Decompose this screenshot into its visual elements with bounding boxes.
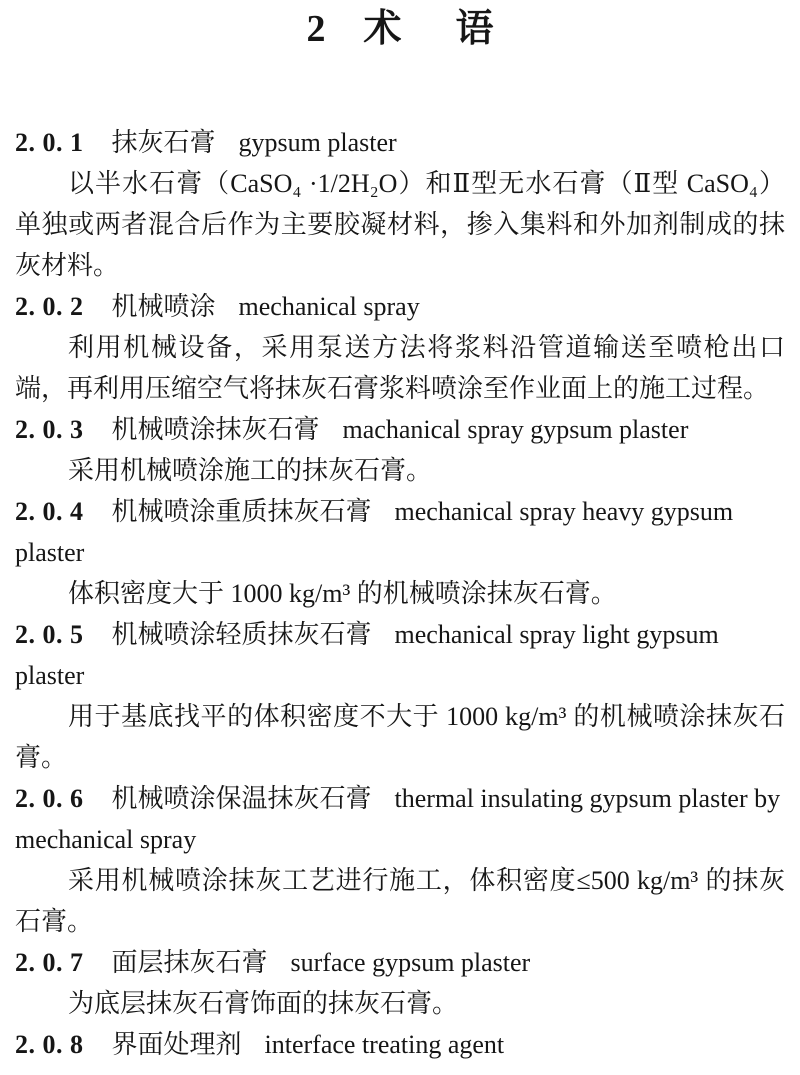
term-definition: 用于基底找平的体积密度不大于 1000 kg/m³ 的机械喷涂抹灰石膏。 — [15, 702, 785, 772]
term-name-cn: 抹灰石膏 — [111, 128, 216, 157]
term-number: 2. 0. 2 — [15, 292, 84, 321]
term-name-en: thermal insulating gypsum plaster by mechanical spray — [15, 784, 781, 854]
chapter-title — [15, 6, 785, 52]
term-heading — [15, 122, 785, 163]
term-entry — [15, 122, 785, 286]
term-heading — [15, 614, 785, 696]
term-number: 2. 0. 6 — [15, 784, 84, 813]
term-name-en: gypsum plaster — [238, 128, 397, 157]
term-entry — [15, 942, 785, 1024]
term-entry — [15, 286, 785, 409]
term-definition: 以半水石膏（CaSO₄ ·1/2H₂O）和Ⅱ型无水石膏（Ⅱ型 CaSO₄）单独或两者混合后作为主要胶凝材料，掺入集料和外加剂制成的抹灰材料。 — [15, 169, 785, 280]
term-definition: 为底层抹灰石膏饰面的抹灰石膏。 — [68, 989, 459, 1018]
term-name-en: interface treating agent — [264, 1030, 505, 1059]
term-name-cn: 机械喷涂重质抹灰石膏 — [111, 497, 372, 526]
term-entry — [15, 614, 785, 778]
term-definition: 采用机械喷涂抹灰工艺进行施工，体积密度≤500 kg/m³ 的抹灰石膏。 — [15, 866, 785, 936]
term-name-cn: 面层抹灰石膏 — [111, 948, 268, 977]
term-entry — [15, 491, 785, 614]
term-number: 2. 0. 3 — [15, 415, 84, 444]
term-heading — [15, 1024, 785, 1065]
term-name-cn: 机械喷涂抹灰石膏 — [111, 415, 320, 444]
term-name-cn: 机械喷涂保温抹灰石膏 — [111, 784, 372, 813]
terms-list — [15, 122, 785, 1065]
chapter-title-char-1: 术 — [363, 8, 402, 50]
term-definition: 利用机械设备，采用泵送方法将浆料沿管道输送至喷枪出口端，再利用压缩空气将抹灰石膏浆料喷涂至作业面上的施工过程。 — [15, 333, 785, 403]
term-number: 2. 0. 8 — [15, 1030, 84, 1059]
term-number: 2. 0. 7 — [15, 948, 84, 977]
term-number: 2. 0. 1 — [15, 128, 84, 157]
term-name-en: mechanical spray heavy gypsum plaster — [15, 497, 734, 567]
term-entry — [15, 409, 785, 491]
term-number: 2. 0. 4 — [15, 497, 84, 526]
term-name-en: mechanical spray — [238, 292, 420, 321]
chapter-title-char-2: 语 — [455, 8, 494, 50]
term-heading — [15, 491, 785, 573]
term-number: 2. 0. 5 — [15, 620, 84, 649]
term-heading — [15, 409, 785, 450]
term-name-en: mechanical spray light gypsum plaster — [15, 620, 719, 690]
term-definition: 体积密度大于 1000 kg/m³ 的机械喷涂抹灰石膏。 — [68, 579, 617, 608]
term-entry — [15, 1024, 785, 1065]
term-heading — [15, 286, 785, 327]
term-heading — [15, 778, 785, 860]
term-name-en: surface gypsum plaster — [290, 948, 531, 977]
term-entry — [15, 778, 785, 942]
term-heading — [15, 942, 785, 983]
term-name-en: machanical spray gypsum plaster — [342, 415, 689, 444]
term-name-cn: 界面处理剂 — [111, 1030, 242, 1059]
chapter-number: 2 — [306, 8, 326, 50]
term-name-cn: 机械喷涂 — [111, 292, 216, 321]
term-definition: 采用机械喷涂施工的抹灰石膏。 — [68, 456, 433, 485]
term-name-cn: 机械喷涂轻质抹灰石膏 — [111, 620, 372, 649]
